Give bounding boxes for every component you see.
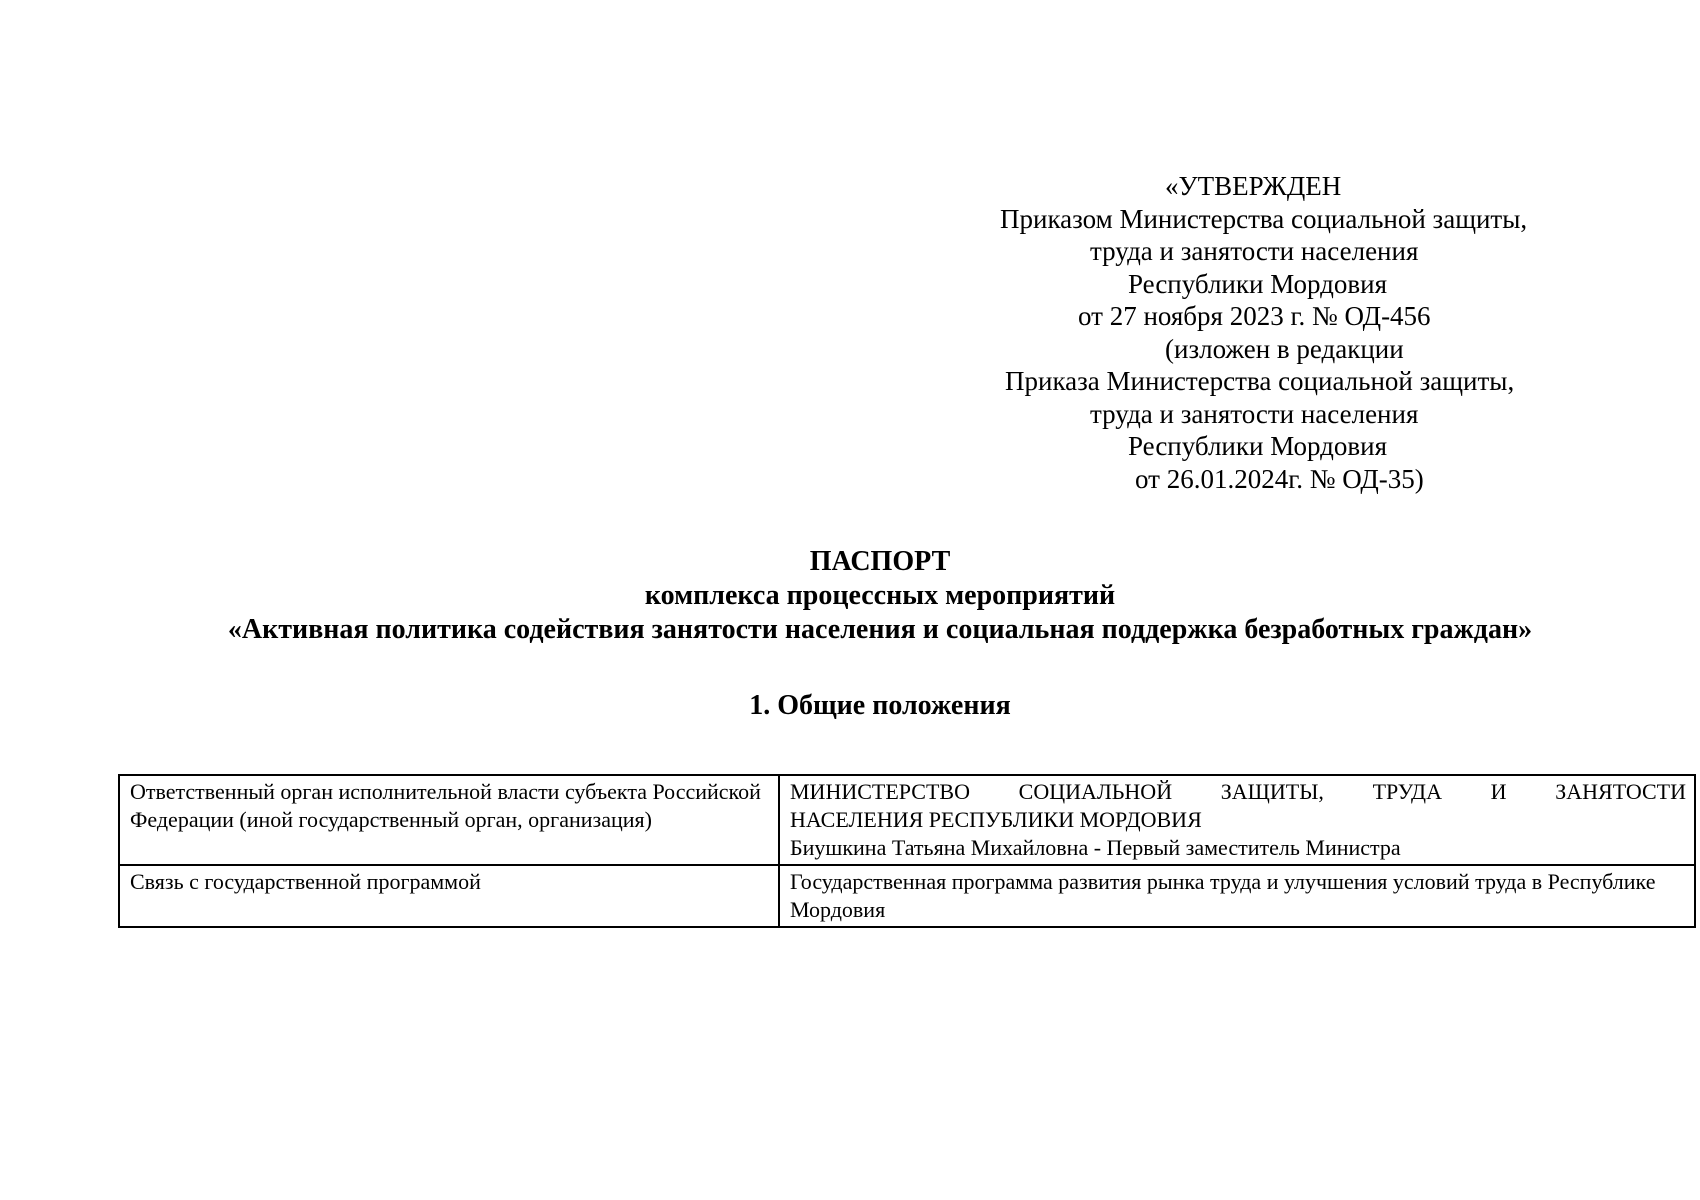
approval-line: Республики Мордовия: [1128, 268, 1388, 299]
general-provisions-table: [118, 774, 1696, 928]
responsible-person: Биушкина Татьяна Михайловна - Первый заместитель Министра: [790, 835, 1401, 860]
ministry-name-line: НАСЕЛЕНИЯ РЕСПУБЛИКИ МОРДОВИЯ: [790, 807, 1202, 832]
title-passport: ПАСПОРТ: [809, 546, 951, 577]
approval-line: труда и занятости населения: [1090, 236, 1419, 266]
table-cell-label: Связь с государственной программой: [119, 865, 779, 927]
approval-line: Приказа Министерства социальной защиты,: [1005, 366, 1515, 396]
approval-line: Республики Мордовия: [1128, 431, 1388, 461]
approval-line: (изложен в редакции: [1165, 333, 1404, 364]
table-cell-label: Ответственный орган исполнительной власти субъекта Российской Федерации (иной государственный орган, организация): [119, 775, 779, 865]
table-row: [119, 775, 1695, 865]
section-heading: 1. Общие положения: [749, 690, 1011, 721]
approval-line: от 27 ноября 2023 г. № ОД-456: [1078, 301, 1431, 331]
approval-stamp: [1000, 170, 1700, 495]
table-row: [119, 865, 1695, 927]
approval-line: «УТВЕРЖДЕН: [1165, 171, 1342, 201]
approval-line: от 26.01.2024г. № ОД-35): [1135, 463, 1424, 494]
title-subtitle: комплекса процессных мероприятий: [644, 580, 1116, 611]
document-title: [0, 545, 1700, 647]
approval-line: Приказом Министерства социальной защиты,: [1000, 203, 1528, 234]
ministry-name-line: МИНИСТЕРСТВО СОЦИАЛЬНОЙ ЗАЩИТЫ, ТРУДА И ЗАНЯТОСТИ: [790, 779, 1686, 804]
title-program-name: «Активная политика содействия занятости населения и социальная поддержка безработных граждан»: [227, 614, 1533, 645]
table-cell-value: Государственная программа развития рынка труда и улучшения условий труда в Республике Мордовия: [779, 865, 1695, 927]
approval-line: труда и занятости населения: [1090, 398, 1419, 429]
table-cell-value: [779, 775, 1695, 865]
